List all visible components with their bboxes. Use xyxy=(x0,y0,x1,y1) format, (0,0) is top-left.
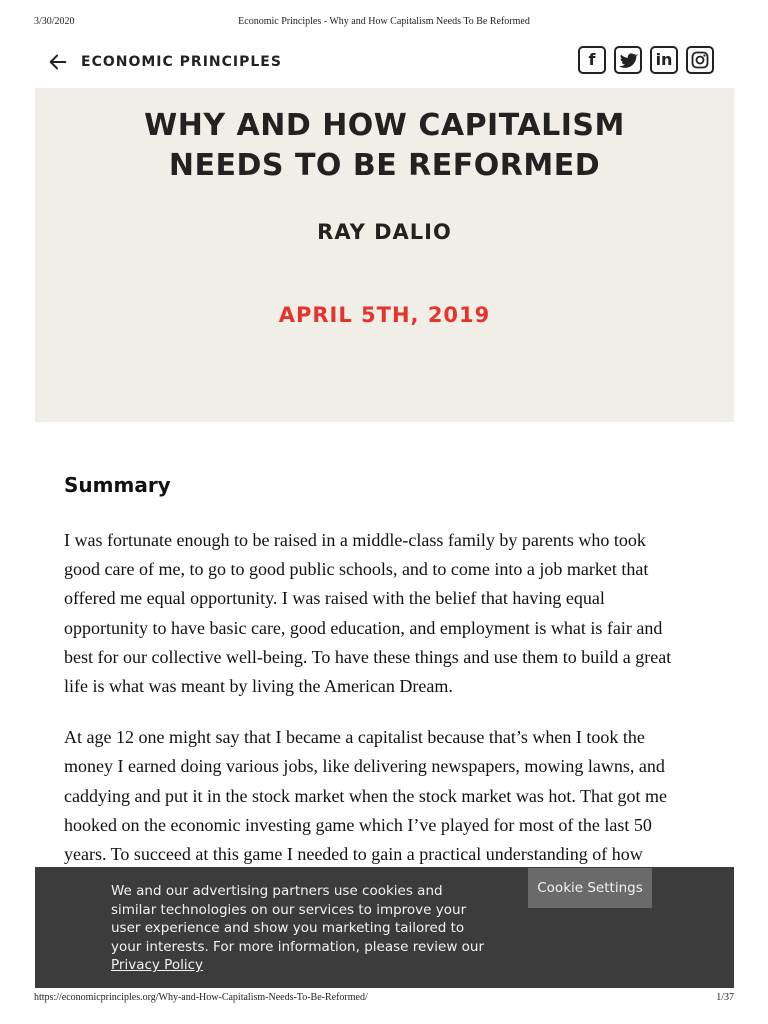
paragraph-2 xyxy=(64,723,704,869)
arrow-left-icon xyxy=(47,51,69,73)
article-title-line-2: NEEDS TO BE REFORMED xyxy=(168,148,601,183)
section-heading: Summary xyxy=(64,473,171,497)
print-footer xyxy=(0,992,768,1006)
facebook-icon: f xyxy=(588,50,596,69)
article-hero xyxy=(35,88,734,422)
paragraph-line: good care of me, to go to good public schools, and to come into a job market that xyxy=(64,559,649,580)
site-nav xyxy=(35,44,734,80)
print-page-number: 1/37 xyxy=(716,992,734,1003)
article-author: RAY DALIO xyxy=(317,220,452,244)
instagram-button[interactable] xyxy=(686,46,714,74)
cookie-settings-button[interactable]: Cookie Settings xyxy=(528,868,652,908)
paragraph-line: best for our collective well-being. To have these things and use them to build a great xyxy=(64,646,672,667)
article-title xyxy=(35,106,734,186)
print-doc-title: Economic Principles - Why and How Capitalism Needs To Be Reformed xyxy=(238,16,530,27)
article-title-line-1: WHY AND HOW CAPITALISM xyxy=(144,108,625,143)
cookie-message xyxy=(111,882,491,975)
paragraph-line: At age 12 one might say that I became a capitalist because that’s when I took the xyxy=(64,727,645,748)
twitter-button[interactable] xyxy=(614,46,642,74)
paragraph-line: I was fortunate enough to be raised in a middle-class family by parents who took xyxy=(64,530,646,550)
facebook-button[interactable] xyxy=(578,46,606,74)
instagram-icon xyxy=(690,50,710,70)
back-link-label: ECONOMIC PRINCIPLES xyxy=(81,54,282,70)
linkedin-button[interactable] xyxy=(650,46,678,74)
social-links xyxy=(578,46,714,74)
linkedin-icon: in xyxy=(655,50,673,69)
paragraph-line: caddying and put it in the stock market when the stock market was hot. That got me xyxy=(64,785,668,806)
print-url: https://economicprinciples.org/Why-and-How-Capitalism-Needs-To-Be-Reformed/ xyxy=(34,992,368,1003)
print-date: 3/30/2020 xyxy=(34,16,75,27)
back-link[interactable] xyxy=(47,48,282,76)
paragraph-1 xyxy=(64,526,704,701)
paragraph-line: money I earned doing various jobs, like delivering newspapers, mowing lawns, and xyxy=(64,756,665,777)
paragraph-line: years. To succeed at this game I needed to gain a practical understanding of how xyxy=(64,844,643,865)
privacy-policy-link[interactable]: Privacy Policy xyxy=(111,957,204,973)
print-header xyxy=(0,16,768,32)
cookie-message-text: We and our advertising partners use cookies and similar technologies on our services to improve your user experience and show you marketing tailored to your interests. For more information, please review our xyxy=(111,883,485,955)
article-body xyxy=(64,470,704,869)
paragraph-line: offered me equal opportunity. I was raised with the belief that having equal xyxy=(64,588,605,609)
paragraph-line: life is what was meant by living the American Dream. xyxy=(64,676,453,697)
article-date: APRIL 5TH, 2019 xyxy=(278,303,491,327)
paragraph-line: opportunity to have basic care, good education, and employment is what is fair and xyxy=(64,617,663,638)
twitter-icon xyxy=(618,50,638,70)
cookie-banner xyxy=(35,867,734,988)
paragraph-line: hooked on the economic investing game which I’ve played for most of the last 50 xyxy=(64,814,652,835)
